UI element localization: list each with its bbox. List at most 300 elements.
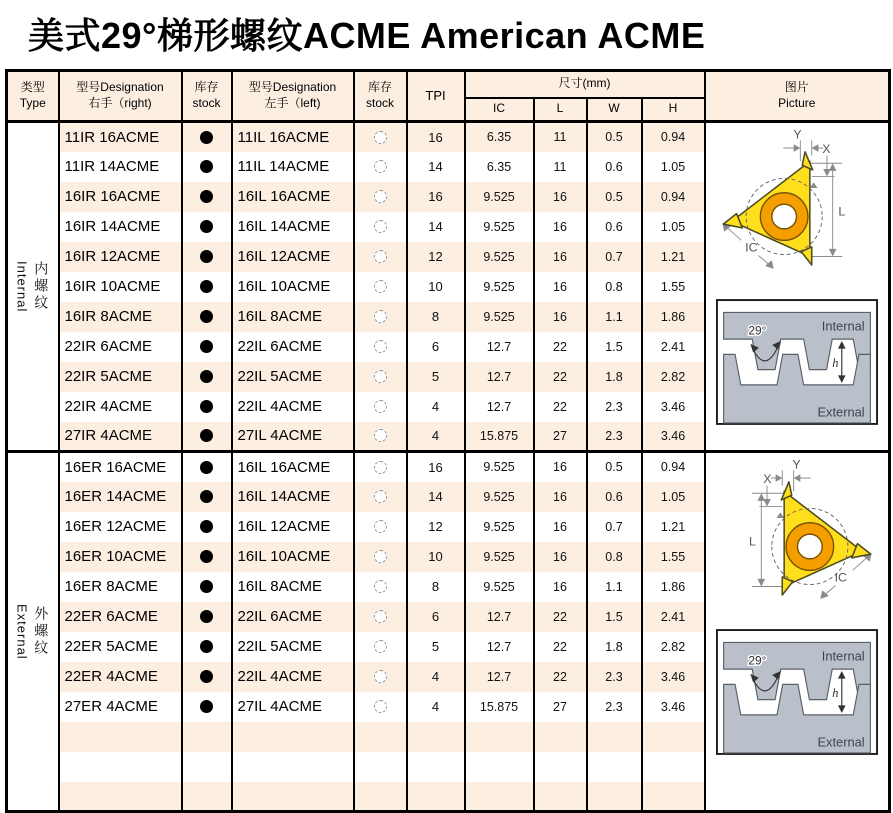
stock-left-cell bbox=[354, 362, 407, 392]
left-designation-cell bbox=[232, 782, 354, 812]
tpi-cell: 16 bbox=[407, 452, 465, 482]
stock-right-cell bbox=[182, 692, 232, 722]
right-designation-cell: 16ER 10ACME bbox=[59, 542, 182, 572]
stock-left-cell bbox=[354, 182, 407, 212]
tpi-cell: 14 bbox=[407, 152, 465, 182]
col-header-left-designation bbox=[232, 71, 354, 122]
in-stock-dot bbox=[200, 220, 213, 233]
profile-angle-label: 29° bbox=[748, 323, 767, 338]
ic-cell: 9.525 bbox=[465, 572, 534, 602]
stock-right-cell bbox=[182, 272, 232, 302]
col-header-left-sub: 左手（left) bbox=[264, 96, 321, 110]
col-header-stock-left bbox=[354, 71, 407, 122]
tpi-cell: 14 bbox=[407, 212, 465, 242]
tpi-cell: 4 bbox=[407, 422, 465, 452]
thread-profile-diagram bbox=[716, 299, 878, 425]
internal-thread-group bbox=[7, 122, 890, 452]
ic-cell: 9.525 bbox=[465, 302, 534, 332]
stock-right-cell bbox=[182, 602, 232, 632]
col-header-type-zh: 类型 bbox=[20, 80, 45, 95]
ic-cell: 12.7 bbox=[465, 332, 534, 362]
w-cell: 0.8 bbox=[587, 542, 642, 572]
ic-cell: 9.525 bbox=[465, 182, 534, 212]
stock-left-cell bbox=[354, 452, 407, 482]
h-cell: 3.46 bbox=[642, 422, 705, 452]
left-designation-cell: 16IL 16ACME bbox=[232, 182, 354, 212]
l-cell: 27 bbox=[534, 692, 587, 722]
right-designation-cell: 11IR 16ACME bbox=[59, 122, 182, 152]
right-designation-cell: 16IR 14ACME bbox=[59, 212, 182, 242]
tpi-cell: 16 bbox=[407, 122, 465, 152]
no-stock-circle bbox=[374, 220, 387, 233]
left-designation-cell: 16IL 12ACME bbox=[232, 512, 354, 542]
h-cell: 1.86 bbox=[642, 302, 705, 332]
w-cell: 2.3 bbox=[587, 692, 642, 722]
ic-cell: 12.7 bbox=[465, 362, 534, 392]
l-cell: 16 bbox=[534, 212, 587, 242]
right-designation-cell: 22ER 4ACME bbox=[59, 662, 182, 692]
no-stock-circle bbox=[374, 160, 387, 173]
col-header-stock2-en: stock bbox=[365, 96, 394, 110]
profile-external-label: External bbox=[817, 404, 865, 420]
h-cell: 2.41 bbox=[642, 602, 705, 632]
no-stock-circle bbox=[374, 610, 387, 623]
stock-right-cell bbox=[182, 632, 232, 662]
left-designation-cell: 16IL 16ACME bbox=[232, 452, 354, 482]
dim-label-ic: IC bbox=[834, 570, 847, 585]
w-cell: 0.5 bbox=[587, 452, 642, 482]
left-designation-cell bbox=[232, 722, 354, 752]
dim-label-ic: IC bbox=[744, 240, 758, 255]
col-header-picture-zh: 图片 bbox=[784, 80, 809, 95]
right-designation-cell: 22IR 5ACME bbox=[59, 362, 182, 392]
tpi-cell: 12 bbox=[407, 512, 465, 542]
stock-right-cell bbox=[182, 362, 232, 392]
ic-cell: 9.525 bbox=[465, 512, 534, 542]
l-cell: 16 bbox=[534, 452, 587, 482]
w-cell: 0.7 bbox=[587, 242, 642, 272]
tpi-cell: 14 bbox=[407, 482, 465, 512]
l-cell: 27 bbox=[534, 422, 587, 452]
right-designation-cell bbox=[59, 752, 182, 782]
stock-right-cell bbox=[182, 512, 232, 542]
ic-cell: 9.525 bbox=[465, 542, 534, 572]
h-cell: 1.05 bbox=[642, 152, 705, 182]
stock-left-cell bbox=[354, 242, 407, 272]
right-designation-cell: 22ER 5ACME bbox=[59, 632, 182, 662]
ic-cell: 12.7 bbox=[465, 632, 534, 662]
col-header-h: H bbox=[642, 98, 705, 122]
no-stock-circle bbox=[374, 370, 387, 383]
profile-internal-label: Internal bbox=[821, 648, 865, 664]
no-stock-circle bbox=[374, 310, 387, 323]
ic-cell: 12.7 bbox=[465, 662, 534, 692]
stock-left-cell bbox=[354, 482, 407, 512]
ic-cell bbox=[465, 782, 534, 812]
stock-right-cell bbox=[182, 452, 232, 482]
l-cell: 16 bbox=[534, 542, 587, 572]
in-stock-dot bbox=[200, 340, 213, 353]
no-stock-circle bbox=[374, 520, 387, 533]
stock-right-cell bbox=[182, 392, 232, 422]
in-stock-dot bbox=[200, 670, 213, 683]
right-designation-cell bbox=[59, 782, 182, 812]
in-stock-dot bbox=[200, 190, 213, 203]
type-label-zh: 外螺纹 bbox=[33, 605, 50, 657]
w-cell: 0.6 bbox=[587, 482, 642, 512]
no-stock-circle bbox=[374, 550, 387, 563]
stock-right-cell bbox=[182, 482, 232, 512]
h-cell: 2.82 bbox=[642, 362, 705, 392]
stock-right-cell bbox=[182, 542, 232, 572]
ic-cell: 6.35 bbox=[465, 152, 534, 182]
left-designation-cell: 22IL 5ACME bbox=[232, 362, 354, 392]
h-cell: 0.94 bbox=[642, 122, 705, 152]
acme-insert-diagram-right bbox=[709, 127, 885, 287]
w-cell: 0.6 bbox=[587, 152, 642, 182]
left-designation-cell: 22IL 4ACME bbox=[232, 662, 354, 692]
no-stock-circle bbox=[374, 280, 387, 293]
w-cell bbox=[587, 782, 642, 812]
w-cell: 0.6 bbox=[587, 212, 642, 242]
w-cell bbox=[587, 752, 642, 782]
dim-label-x: X bbox=[762, 471, 772, 486]
h-cell: 1.86 bbox=[642, 572, 705, 602]
h-cell: 0.94 bbox=[642, 452, 705, 482]
stock-left-cell bbox=[354, 692, 407, 722]
right-designation-cell: 22ER 6ACME bbox=[59, 602, 182, 632]
stock-right-cell bbox=[182, 212, 232, 242]
w-cell: 0.7 bbox=[587, 512, 642, 542]
stock-left-cell bbox=[354, 722, 407, 752]
tpi-cell bbox=[407, 722, 465, 752]
l-cell: 11 bbox=[534, 122, 587, 152]
stock-right-cell bbox=[182, 332, 232, 362]
left-designation-cell: 11IL 14ACME bbox=[232, 152, 354, 182]
left-designation-cell: 16IL 8ACME bbox=[232, 572, 354, 602]
right-designation-cell: 16IR 16ACME bbox=[59, 182, 182, 212]
l-cell bbox=[534, 782, 587, 812]
tpi-cell: 8 bbox=[407, 302, 465, 332]
stock-right-cell bbox=[182, 122, 232, 152]
h-cell bbox=[642, 782, 705, 812]
ic-cell: 9.525 bbox=[465, 272, 534, 302]
h-cell: 2.41 bbox=[642, 332, 705, 362]
col-header-size: 尺寸(mm) bbox=[465, 71, 705, 98]
no-stock-circle bbox=[374, 400, 387, 413]
no-stock-circle bbox=[374, 670, 387, 683]
tpi-cell bbox=[407, 752, 465, 782]
stock-right-cell bbox=[182, 572, 232, 602]
stock-left-cell bbox=[354, 602, 407, 632]
table-row bbox=[7, 452, 890, 482]
no-stock-circle bbox=[374, 461, 387, 474]
profile-external-label: External bbox=[817, 734, 865, 750]
l-cell: 16 bbox=[534, 242, 587, 272]
no-stock-circle bbox=[374, 340, 387, 353]
dim-label-y: Y bbox=[793, 127, 802, 142]
tpi-cell: 10 bbox=[407, 272, 465, 302]
stock-right-cell bbox=[182, 782, 232, 812]
l-cell: 16 bbox=[534, 512, 587, 542]
col-header-stock-zh: 库存 bbox=[194, 80, 219, 95]
picture-stack bbox=[706, 123, 889, 425]
stock-left-cell bbox=[354, 422, 407, 452]
in-stock-dot bbox=[200, 400, 213, 413]
stock-right-cell bbox=[182, 242, 232, 272]
h-cell: 0.94 bbox=[642, 182, 705, 212]
h-cell: 3.46 bbox=[642, 392, 705, 422]
col-header-picture bbox=[705, 71, 890, 122]
stock-left-cell bbox=[354, 782, 407, 812]
w-cell: 2.3 bbox=[587, 422, 642, 452]
tpi-cell: 6 bbox=[407, 332, 465, 362]
w-cell: 1.8 bbox=[587, 632, 642, 662]
left-designation-cell: 16IL 12ACME bbox=[232, 242, 354, 272]
in-stock-dot bbox=[200, 429, 213, 442]
l-cell: 16 bbox=[534, 272, 587, 302]
type-cell-internal bbox=[7, 122, 59, 452]
w-cell: 1.1 bbox=[587, 302, 642, 332]
right-designation-cell: 16IR 12ACME bbox=[59, 242, 182, 272]
h-cell: 3.46 bbox=[642, 662, 705, 692]
col-header-ic: IC bbox=[465, 98, 534, 122]
ic-cell: 12.7 bbox=[465, 392, 534, 422]
right-designation-cell bbox=[59, 722, 182, 752]
ic-cell: 9.525 bbox=[465, 482, 534, 512]
dim-label-l: L bbox=[838, 204, 846, 219]
w-cell: 0.5 bbox=[587, 182, 642, 212]
right-designation-cell: 27IR 4ACME bbox=[59, 422, 182, 452]
profile-h-label: h bbox=[832, 685, 839, 700]
stock-right-cell bbox=[182, 722, 232, 752]
no-stock-circle bbox=[374, 131, 387, 144]
tpi-cell: 4 bbox=[407, 692, 465, 722]
type-cell-external bbox=[7, 452, 59, 812]
left-designation-cell: 22IL 5ACME bbox=[232, 632, 354, 662]
tpi-cell: 10 bbox=[407, 542, 465, 572]
w-cell: 2.3 bbox=[587, 662, 642, 692]
col-header-right-zh: 型号Designation bbox=[76, 80, 164, 95]
ic-cell: 9.525 bbox=[465, 452, 534, 482]
l-cell: 22 bbox=[534, 662, 587, 692]
ic-cell: 15.875 bbox=[465, 692, 534, 722]
no-stock-circle bbox=[374, 490, 387, 503]
no-stock-circle bbox=[374, 429, 387, 442]
stock-right-cell bbox=[182, 752, 232, 782]
tpi-cell: 16 bbox=[407, 182, 465, 212]
h-cell: 1.05 bbox=[642, 482, 705, 512]
no-stock-circle bbox=[374, 190, 387, 203]
tpi-cell: 8 bbox=[407, 572, 465, 602]
ic-cell: 6.35 bbox=[465, 122, 534, 152]
picture-cell-internal bbox=[705, 122, 890, 452]
stock-right-cell bbox=[182, 152, 232, 182]
stock-left-cell bbox=[354, 572, 407, 602]
w-cell bbox=[587, 722, 642, 752]
ic-cell: 9.525 bbox=[465, 212, 534, 242]
profile-angle-label: 29° bbox=[748, 653, 767, 668]
l-cell: 16 bbox=[534, 182, 587, 212]
right-designation-cell: 22IR 4ACME bbox=[59, 392, 182, 422]
stock-left-cell bbox=[354, 152, 407, 182]
l-cell: 16 bbox=[534, 482, 587, 512]
left-designation-cell: 16IL 14ACME bbox=[232, 212, 354, 242]
stock-left-cell bbox=[354, 662, 407, 692]
stock-left-cell bbox=[354, 512, 407, 542]
in-stock-dot bbox=[200, 250, 213, 263]
l-cell: 16 bbox=[534, 302, 587, 332]
ic-cell bbox=[465, 722, 534, 752]
left-designation-cell: 22IL 6ACME bbox=[232, 602, 354, 632]
right-designation-cell: 16ER 14ACME bbox=[59, 482, 182, 512]
col-header-stock-en: stock bbox=[192, 96, 221, 110]
w-cell: 1.1 bbox=[587, 572, 642, 602]
ic-cell: 12.7 bbox=[465, 602, 534, 632]
col-header-type bbox=[7, 71, 59, 122]
stock-left-cell bbox=[354, 752, 407, 782]
stock-left-cell bbox=[354, 122, 407, 152]
profile-h-label: h bbox=[832, 355, 839, 370]
tpi-cell: 6 bbox=[407, 602, 465, 632]
no-stock-circle bbox=[374, 250, 387, 263]
left-designation-cell: 22IL 4ACME bbox=[232, 392, 354, 422]
left-designation-cell: 22IL 6ACME bbox=[232, 332, 354, 362]
h-cell: 1.55 bbox=[642, 272, 705, 302]
stock-right-cell bbox=[182, 662, 232, 692]
left-designation-cell: 27IL 4ACME bbox=[232, 692, 354, 722]
tpi-cell: 5 bbox=[407, 632, 465, 662]
in-stock-dot bbox=[200, 550, 213, 563]
acme-catalog-table bbox=[5, 69, 891, 813]
w-cell: 1.5 bbox=[587, 602, 642, 632]
l-cell: 16 bbox=[534, 572, 587, 602]
l-cell bbox=[534, 722, 587, 752]
h-cell bbox=[642, 752, 705, 782]
col-header-left-zh: 型号Designation bbox=[248, 80, 337, 95]
external-thread-group bbox=[7, 452, 890, 812]
col-header-l: L bbox=[534, 98, 587, 122]
ic-cell: 15.875 bbox=[465, 422, 534, 452]
tpi-cell bbox=[407, 782, 465, 812]
col-header-stock-right bbox=[182, 71, 232, 122]
in-stock-dot bbox=[200, 131, 213, 144]
col-header-tpi: TPI bbox=[407, 71, 465, 122]
stock-left-cell bbox=[354, 542, 407, 572]
dim-label-l: L bbox=[748, 534, 756, 549]
in-stock-dot bbox=[200, 310, 213, 323]
h-cell: 1.21 bbox=[642, 242, 705, 272]
type-label-en: External bbox=[14, 603, 30, 660]
stock-left-cell bbox=[354, 302, 407, 332]
right-designation-cell: 22IR 6ACME bbox=[59, 332, 182, 362]
page-title: 美式29°梯形螺纹ACME American ACME bbox=[28, 15, 706, 56]
picture-cell-external bbox=[705, 452, 890, 812]
no-stock-circle bbox=[374, 700, 387, 713]
left-designation-cell: 16IL 10ACME bbox=[232, 542, 354, 572]
h-cell: 3.46 bbox=[642, 692, 705, 722]
l-cell: 22 bbox=[534, 362, 587, 392]
table-header bbox=[7, 71, 890, 122]
right-designation-cell: 27ER 4ACME bbox=[59, 692, 182, 722]
left-designation-cell bbox=[232, 752, 354, 782]
l-cell: 22 bbox=[534, 632, 587, 662]
right-designation-cell: 16IR 8ACME bbox=[59, 302, 182, 332]
in-stock-dot bbox=[200, 700, 213, 713]
dim-label-y: Y bbox=[792, 457, 801, 472]
ic-cell bbox=[465, 752, 534, 782]
stock-left-cell bbox=[354, 632, 407, 662]
l-cell: 22 bbox=[534, 602, 587, 632]
thread-profile-diagram bbox=[716, 629, 878, 755]
dim-label-x: X bbox=[821, 141, 831, 156]
h-cell bbox=[642, 722, 705, 752]
col-header-right-designation bbox=[59, 71, 182, 122]
stock-left-cell bbox=[354, 392, 407, 422]
col-header-right-sub: 右手（right) bbox=[88, 96, 152, 110]
left-designation-cell: 16IL 14ACME bbox=[232, 482, 354, 512]
w-cell: 1.8 bbox=[587, 362, 642, 392]
h-cell: 1.21 bbox=[642, 512, 705, 542]
in-stock-dot bbox=[200, 490, 213, 503]
h-cell: 1.05 bbox=[642, 212, 705, 242]
in-stock-dot bbox=[200, 520, 213, 533]
stock-right-cell bbox=[182, 182, 232, 212]
type-label-en: Internal bbox=[14, 260, 30, 313]
l-cell bbox=[534, 752, 587, 782]
right-designation-cell: 11IR 14ACME bbox=[59, 152, 182, 182]
tpi-cell: 4 bbox=[407, 662, 465, 692]
left-designation-cell: 27IL 4ACME bbox=[232, 422, 354, 452]
in-stock-dot bbox=[200, 640, 213, 653]
w-cell: 2.3 bbox=[587, 392, 642, 422]
left-designation-cell: 16IL 10ACME bbox=[232, 272, 354, 302]
stock-right-cell bbox=[182, 302, 232, 332]
picture-stack bbox=[706, 453, 889, 755]
in-stock-dot bbox=[200, 160, 213, 173]
col-header-type-en: Type bbox=[19, 96, 46, 110]
in-stock-dot bbox=[200, 610, 213, 623]
stock-left-cell bbox=[354, 332, 407, 362]
l-cell: 11 bbox=[534, 152, 587, 182]
left-designation-cell: 16IL 8ACME bbox=[232, 302, 354, 332]
w-cell: 0.8 bbox=[587, 272, 642, 302]
stock-right-cell bbox=[182, 422, 232, 452]
tpi-cell: 4 bbox=[407, 392, 465, 422]
profile-internal-label: Internal bbox=[821, 318, 865, 334]
ic-cell: 9.525 bbox=[465, 242, 534, 272]
w-cell: 1.5 bbox=[587, 332, 642, 362]
h-cell: 2.82 bbox=[642, 632, 705, 662]
right-designation-cell: 16IR 10ACME bbox=[59, 272, 182, 302]
h-cell: 1.55 bbox=[642, 542, 705, 572]
in-stock-dot bbox=[200, 280, 213, 293]
stock-left-cell bbox=[354, 272, 407, 302]
no-stock-circle bbox=[374, 580, 387, 593]
l-cell: 22 bbox=[534, 392, 587, 422]
right-designation-cell: 16ER 8ACME bbox=[59, 572, 182, 602]
in-stock-dot bbox=[200, 370, 213, 383]
in-stock-dot bbox=[200, 461, 213, 474]
in-stock-dot bbox=[200, 580, 213, 593]
right-designation-cell: 16ER 16ACME bbox=[59, 452, 182, 482]
acme-insert-diagram-left bbox=[709, 457, 885, 617]
col-header-picture-en: Picture bbox=[778, 96, 816, 110]
w-cell: 0.5 bbox=[587, 122, 642, 152]
col-header-stock2-zh: 库存 bbox=[367, 80, 392, 95]
l-cell: 22 bbox=[534, 332, 587, 362]
tpi-cell: 5 bbox=[407, 362, 465, 392]
